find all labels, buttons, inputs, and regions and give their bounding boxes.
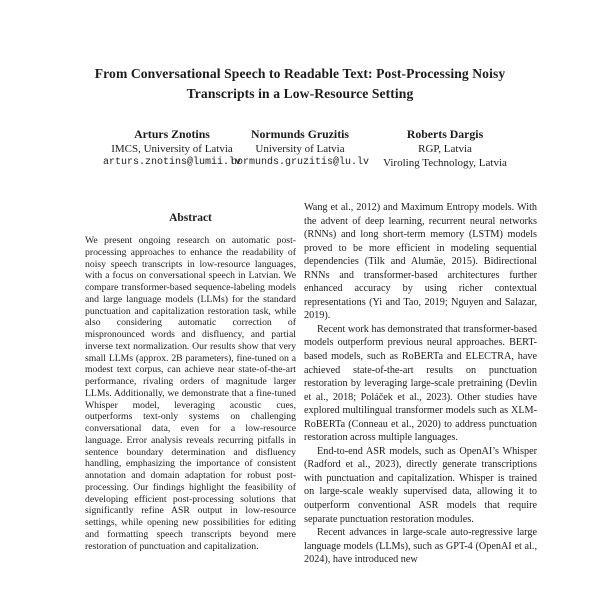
- paper-title-line-2: Transcripts in a Low-Resource Setting: [186, 85, 414, 101]
- abstract-heading: Abstract: [169, 212, 212, 224]
- author-1-name: Arturs Znotins: [134, 127, 210, 141]
- author-block-2: [224, 127, 376, 170]
- author-1-affiliation: IMCS, University of Latvia: [111, 143, 233, 155]
- author-3-affiliation: RGP, Latvia: [418, 143, 472, 155]
- author-2-email: normunds.gruzitis@lu.lv: [230, 157, 370, 168]
- right-column: [304, 201, 537, 600]
- author-2-affiliation: University of Latvia: [255, 143, 345, 155]
- paper-title: [0, 64, 600, 103]
- abstract-section: [85, 212, 296, 552]
- author-1-email: arturs.znotins@lumii.lv: [102, 157, 242, 168]
- author-block-3: [366, 127, 524, 170]
- body-paragraph-3: End-to-end ASR models, such as OpenAI’s Whisper (Radford et al., 2023), directly generate transcriptions with punctuation and capitalization. Whisper is trained on large-scale weakly supervised data, allowing it to outperform conventional ASR models that require separate punctuation restoration modules.: [304, 445, 537, 525]
- body-paragraph-1: Wang et al., 2012) and Maximum Entropy models. With the advent of deep learning, recurrent neural networks (RNNs) and long short-term memory (LSTM) models proved to be more efficient in modeling sequential dependencies (Tilk and Alumäe, 2015). Bidirectional RNNs and transformer-based architectures further enhanced accuracy by using richer contextual representations (Yi and Tao, 2019; Nguyen and Salazar, 2019).: [304, 202, 537, 322]
- body-paragraph-4: Recent advances in large-scale auto-regressive large language models (LLMs), such as GPT-4 (OpenAI et al., 2024), have introduced new: [304, 527, 537, 566]
- author-2-name: Normunds Gruzitis: [251, 127, 349, 141]
- author-3-name: Roberts Dargis: [406, 127, 484, 141]
- paper-title-line-1: From Conversational Speech to Readable Text: Post-Processing Noisy: [94, 66, 506, 81]
- author-3-affiliation-2: Viroling Technology, Latvia: [383, 157, 507, 169]
- body-paragraph-2: Recent work has demonstrated that transformer-based models outperform previous neural approaches. BERT-based models, such as RoBERTa and ELECTRA, have achieved state-of-the-art results on punctuation restoration by leveraging large-scale pretraining (Devlin et al., 2018; Poláček et al., 2023). Other studies have explored multilingual transformer models such as XLM-RoBERTa (Conneau et al., 2020) to address punctuation restoration across multiple languages.: [304, 323, 537, 444]
- abstract-text: We present ongoing research on automatic post-processing approaches to enhance the readability of noisy speech transcripts in low-resource languages, with a focus on conversational speech in Latvian. We compare transformer-based sequence-labeling models and large language models (LLMs) for the standard punctuation and capitalization restoration task, while also considering automatic correction of mispronounced words and disfluency, and partial inverse text normalization. Our results show that very small LLMs (approx. 2B parameters), fine-tuned on a modest text corpus, can achieve near state-of-the-art performance, rivaling orders of magnitude larger LLMs. Additionally, we demonstrate that a fine-tuned Whisper model, leveraging acoustic cues, outperforms text-only systems on challenging conversational data, even for a low-resource language. Error analysis reveals recurring pitfalls in sentence boundary determination and disfluency handling, emphasizing the importance of consistent annotation and domain adaptation for robust post-processing. Our findings highlight the feasibility of developing efficient post-processing solutions that significantly refine ASR output in low-resource settings, while opening new possibilities for editing and formatting speech transcripts beyond mere restoration of punctuation and capitalization.: [85, 235, 296, 552]
